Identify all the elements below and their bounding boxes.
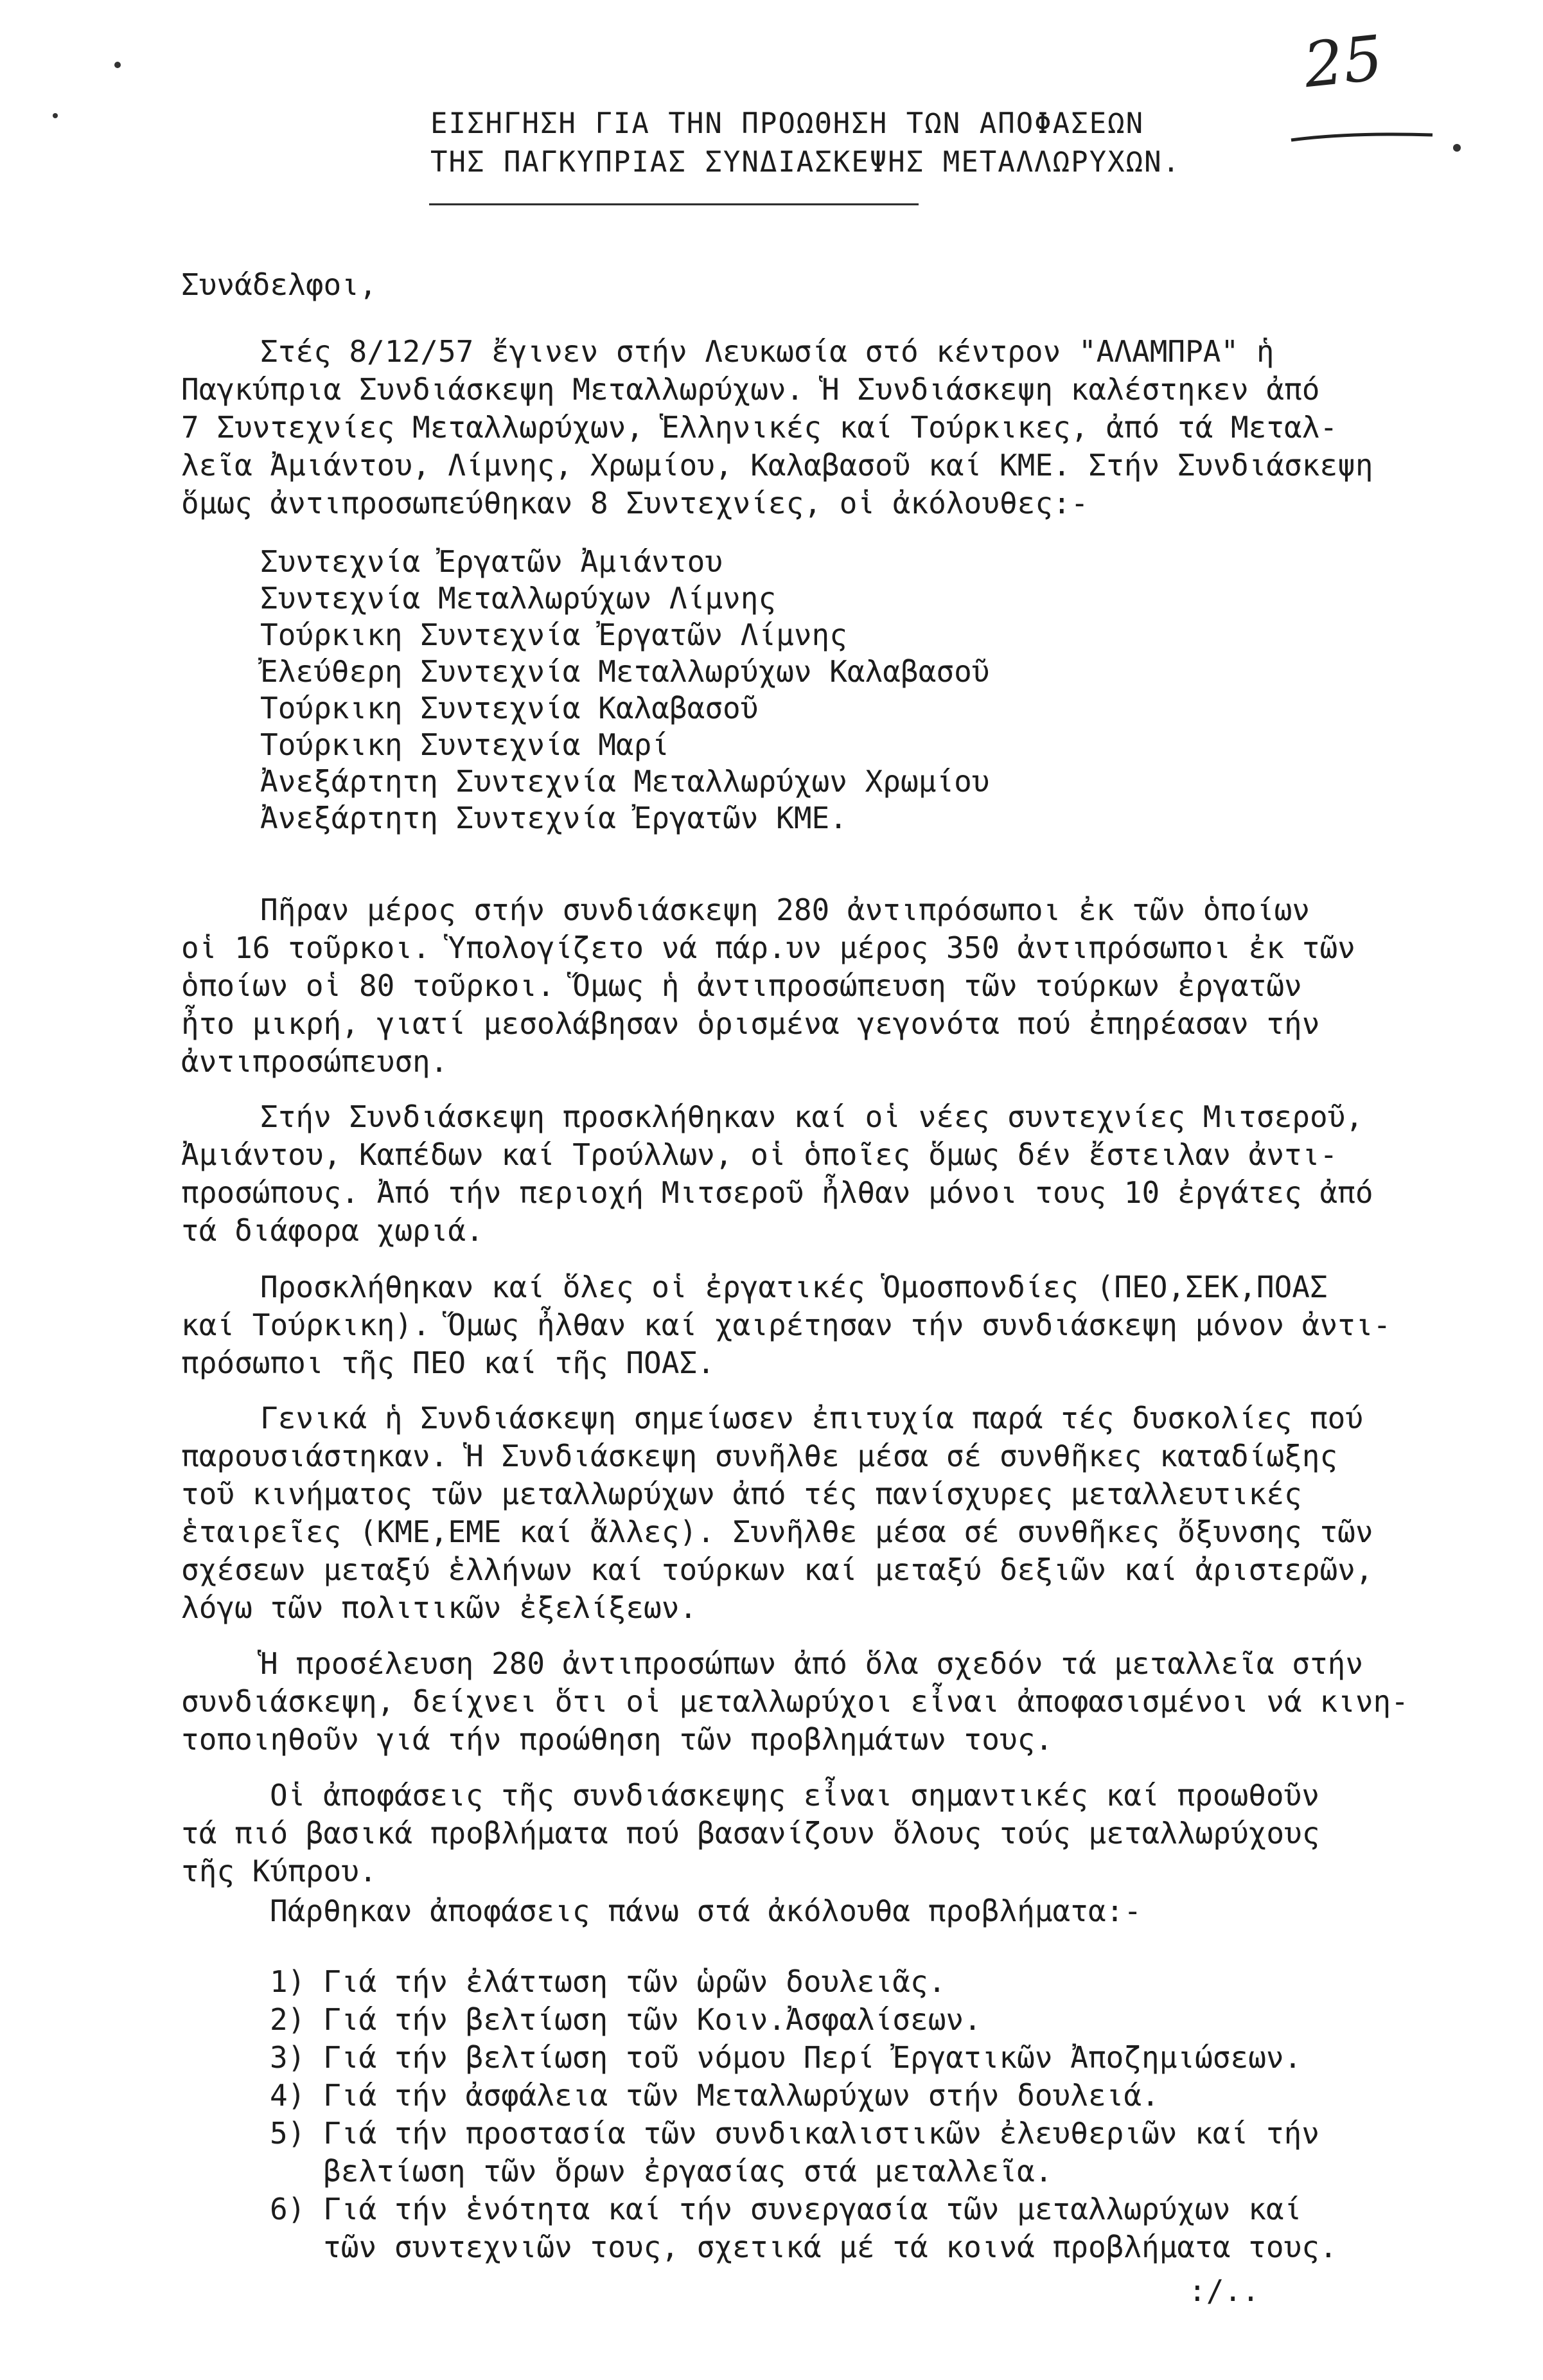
para-1-line: λεῖα Ἀμιάντου, Λίμνης, Χρωμίου, Καλαβασοῦ καί ΚΜΕ. Στήν Συνδιάσκεψη <box>181 448 1373 483</box>
decision-item: 1) Γιά τήν ἐλάττωση τῶν ὡρῶν δουλειᾶς. <box>270 1964 946 1999</box>
header-line-1: ΕΙΣΗΓΗΣΗ ΓΙΑ ΤΗΝ ΠΡΟΩΘΗΣΗ ΤΩΝ ΑΠΟΦΑΣΕΩΝ <box>430 107 1145 140</box>
para-5-line: Γενικά ἡ Συνδιάσκεψη σημείωσεν ἐπιτυχία παρά τές δυσκολίες πού <box>260 1401 1364 1435</box>
union-item: Ἐλεύθερη Συντεχνία Μεταλλωρύχων Καλαβασοῦ <box>260 654 990 689</box>
para-3-line: τά διάφορα χωριά. <box>181 1213 484 1248</box>
para-2-line: ἀντιπροσώπευση. <box>181 1044 448 1079</box>
decision-item: 6) Γιά τήν ἑνότητα καί τήν συνεργασία τῶν μεταλλωρύχων καί <box>270 2192 1302 2226</box>
para-7-line: τά πιό βασικά προβλήματα πού βασανίζουν ὅλους τούς μεταλλωρύχους <box>181 1816 1320 1851</box>
para-4-line: καί Τούρκικη). Ὅμως ἦλθαν καί χαιρέτησαν τήν συνδιάσκεψη μόνον ἀντι- <box>181 1308 1391 1342</box>
para-5-line: παρουσιάστηκαν. Ἡ Συνδιάσκεψη συνῆλθε μέσα σέ συνθῆκες καταδίωξης <box>181 1439 1338 1473</box>
speck <box>1453 144 1461 152</box>
decisions-intro: Πάρθηκαν ἀποφάσεις πάνω στά ἀκόλουθα προβλήματα:- <box>270 1894 1142 1928</box>
decision-item: 3) Γιά τήν βελτίωση τοῦ νόμου Περί Ἐργατικῶν Ἀποζημιώσεων. <box>270 2040 1302 2075</box>
para-7-line: Οἱ ἀποφάσεις τῆς συνδιάσκεψης εἶναι σημαντικές καί προωθοῦν <box>270 1778 1319 1813</box>
decision-item: 2) Γιά τήν βελτίωση τῶν Κοιν.Ἀσφαλίσεων. <box>270 2002 982 2037</box>
speck <box>114 62 121 68</box>
para-2-line: ἦτο μικρή, γιατί μεσολάβησαν ὁρισμένα γεγονότα πού ἐπηρέασαν τήν <box>181 1006 1320 1041</box>
para-5-line: τοῦ κινήματος τῶν μεταλλωρύχων ἀπό τές πανίσχυρες μεταλλευτικές <box>181 1477 1302 1511</box>
decision-item: βελτίωση τῶν ὅρων ἐργασίας στά μεταλλεῖα. <box>270 2154 1053 2189</box>
para-1-line: ὅμως ἀντιπροσωπεύθηκαν 8 Συντεχνίες, οἱ ἀκόλουθες:- <box>181 486 1089 520</box>
decision-item: τῶν συντεχνιῶν τους, σχετικά μέ τά κοινά προβλήματα τους. <box>270 2230 1337 2264</box>
union-item: Ἀνεξάρτητη Συντεχνία Μεταλλωρύχων Χρωμίου <box>260 764 990 799</box>
para-5-line: σχέσεων μεταξύ ἑλλήνων καί τούρκων καί μεταξύ δεξιῶν καί ἀριστερῶν, <box>181 1552 1373 1587</box>
union-item: Τούρκικη Συντεχνία Μαρί <box>260 727 669 762</box>
para-5-line: λόγω τῶν πολιτικῶν ἐξελίξεων. <box>181 1590 698 1625</box>
para-2-line: οἱ 16 τοῦρκοι. Ὑπολογίζετο νά πάρ.υν μέρος 350 ἀντιπρόσωποι ἐκ τῶν <box>181 930 1355 965</box>
union-item: Συντεχνία Μεταλλωρύχων Λίμνης <box>260 581 777 616</box>
handwritten-underline <box>1291 134 1433 140</box>
decision-item: 5) Γιά τήν προστασία τῶν συνδικαλιστικῶν ἐλευθεριῶν καί τήν <box>270 2116 1319 2151</box>
continuation-mark: :/.. <box>1188 2273 1260 2308</box>
para-2-line: ὁποίων οἱ 80 τοῦρκοι. Ὅμως ἡ ἀντιπροσώπευση τῶν τούρκων ἐργατῶν <box>181 968 1302 1003</box>
para-1-line: 7 Συντεχνίες Μεταλλωρύχων, Ἑλληνικές καί Τούρκικες, ἀπό τά Μεταλ- <box>181 410 1338 445</box>
para-6-line: Ἡ προσέλευση 280 ἀντιπροσώπων ἀπό ὅλα σχεδόν τά μεταλλεῖα στήν <box>260 1646 1364 1681</box>
para-1-line: Παγκύπρια Συνδιάσκεψη Μεταλλωρύχων. Ἡ Συνδιάσκεψη καλέστηκεν ἀπό <box>181 372 1320 407</box>
salutation: Συνάδελφοι, <box>181 267 377 302</box>
union-item: Ἀνεξάρτητη Συντεχνία Ἐργατῶν ΚΜΕ. <box>260 801 847 835</box>
para-1-line: Στές 8/12/57 ἔγινεν στήν Λευκωσία στό κέντρον "ΑΛΑΜΠΡΑ" ἡ <box>260 334 1274 369</box>
para-3-line: Ἀμιάντου, Καπέδων καί Τρούλλων, οἱ ὁποῖες ὅμως δέν ἔστειλαν ἀντι- <box>181 1137 1338 1172</box>
para-6-line: συνδιάσκεψη, δείχνει ὅτι οἱ μεταλλωρύχοι εἶναι ἀποφασισμένοι νά κινη- <box>181 1684 1409 1719</box>
union-item: Συντεχνία Ἐργατῶν Ἀμιάντου <box>260 544 723 579</box>
union-item: Τούρκικη Συντεχνία Καλαβασοῦ <box>260 691 759 725</box>
para-4-line: πρόσωποι τῆς ΠΕΟ καί τῆς ΠΟΑΣ. <box>181 1345 715 1380</box>
para-2-line: Πῆραν μέρος στήν συνδιάσκεψη 280 ἀντιπρόσωποι ἐκ τῶν ὁποίων <box>260 892 1310 927</box>
decision-item: 4) Γιά τήν ἀσφάλεια τῶν Μεταλλωρύχων στήν δουλειά. <box>270 2078 1159 2113</box>
handwritten-page-number: 25 <box>1300 21 1386 102</box>
para-3-line: Στήν Συνδιάσκεψη προσκλήθηκαν καί οἱ νέες συντεχνίες Μιτσεροῦ, <box>260 1099 1364 1134</box>
union-item: Τούρκικη Συντεχνία Ἐργατῶν Λίμνης <box>260 617 847 652</box>
para-6-line: τοποιηθοῦν γιά τήν προώθηση τῶν προβλημάτων τους. <box>181 1722 1054 1757</box>
para-5-line: ἑταιρεῖες (ΚΜΕ,ΕΜΕ καί ἄλλες). Συνῆλθε μέσα σέ συνθῆκες ὄξυνσης τῶν <box>181 1514 1373 1549</box>
para-3-line: προσώπους. Ἀπό τήν περιοχή Μιτσεροῦ ἦλθαν μόνοι τους 10 ἐργάτες ἀπό <box>181 1175 1373 1210</box>
para-7-line: τῆς Κύπρου. <box>181 1854 377 1888</box>
speck <box>53 113 58 118</box>
header-line-2: ΤΗΣ ΠΑΓΚΥΠΡΙΑΣ ΣΥΝΔΙΑΣΚΕΨΗΣ ΜΕΤΑΛΛΩΡΥΧΩΝ. <box>430 146 1181 179</box>
para-4-line: Προσκλήθηκαν καί ὅλες οἱ ἐργατικές Ὁμοσπονδίες (ΠΕΟ,ΣΕΚ,ΠΟΑΣ <box>260 1270 1328 1304</box>
